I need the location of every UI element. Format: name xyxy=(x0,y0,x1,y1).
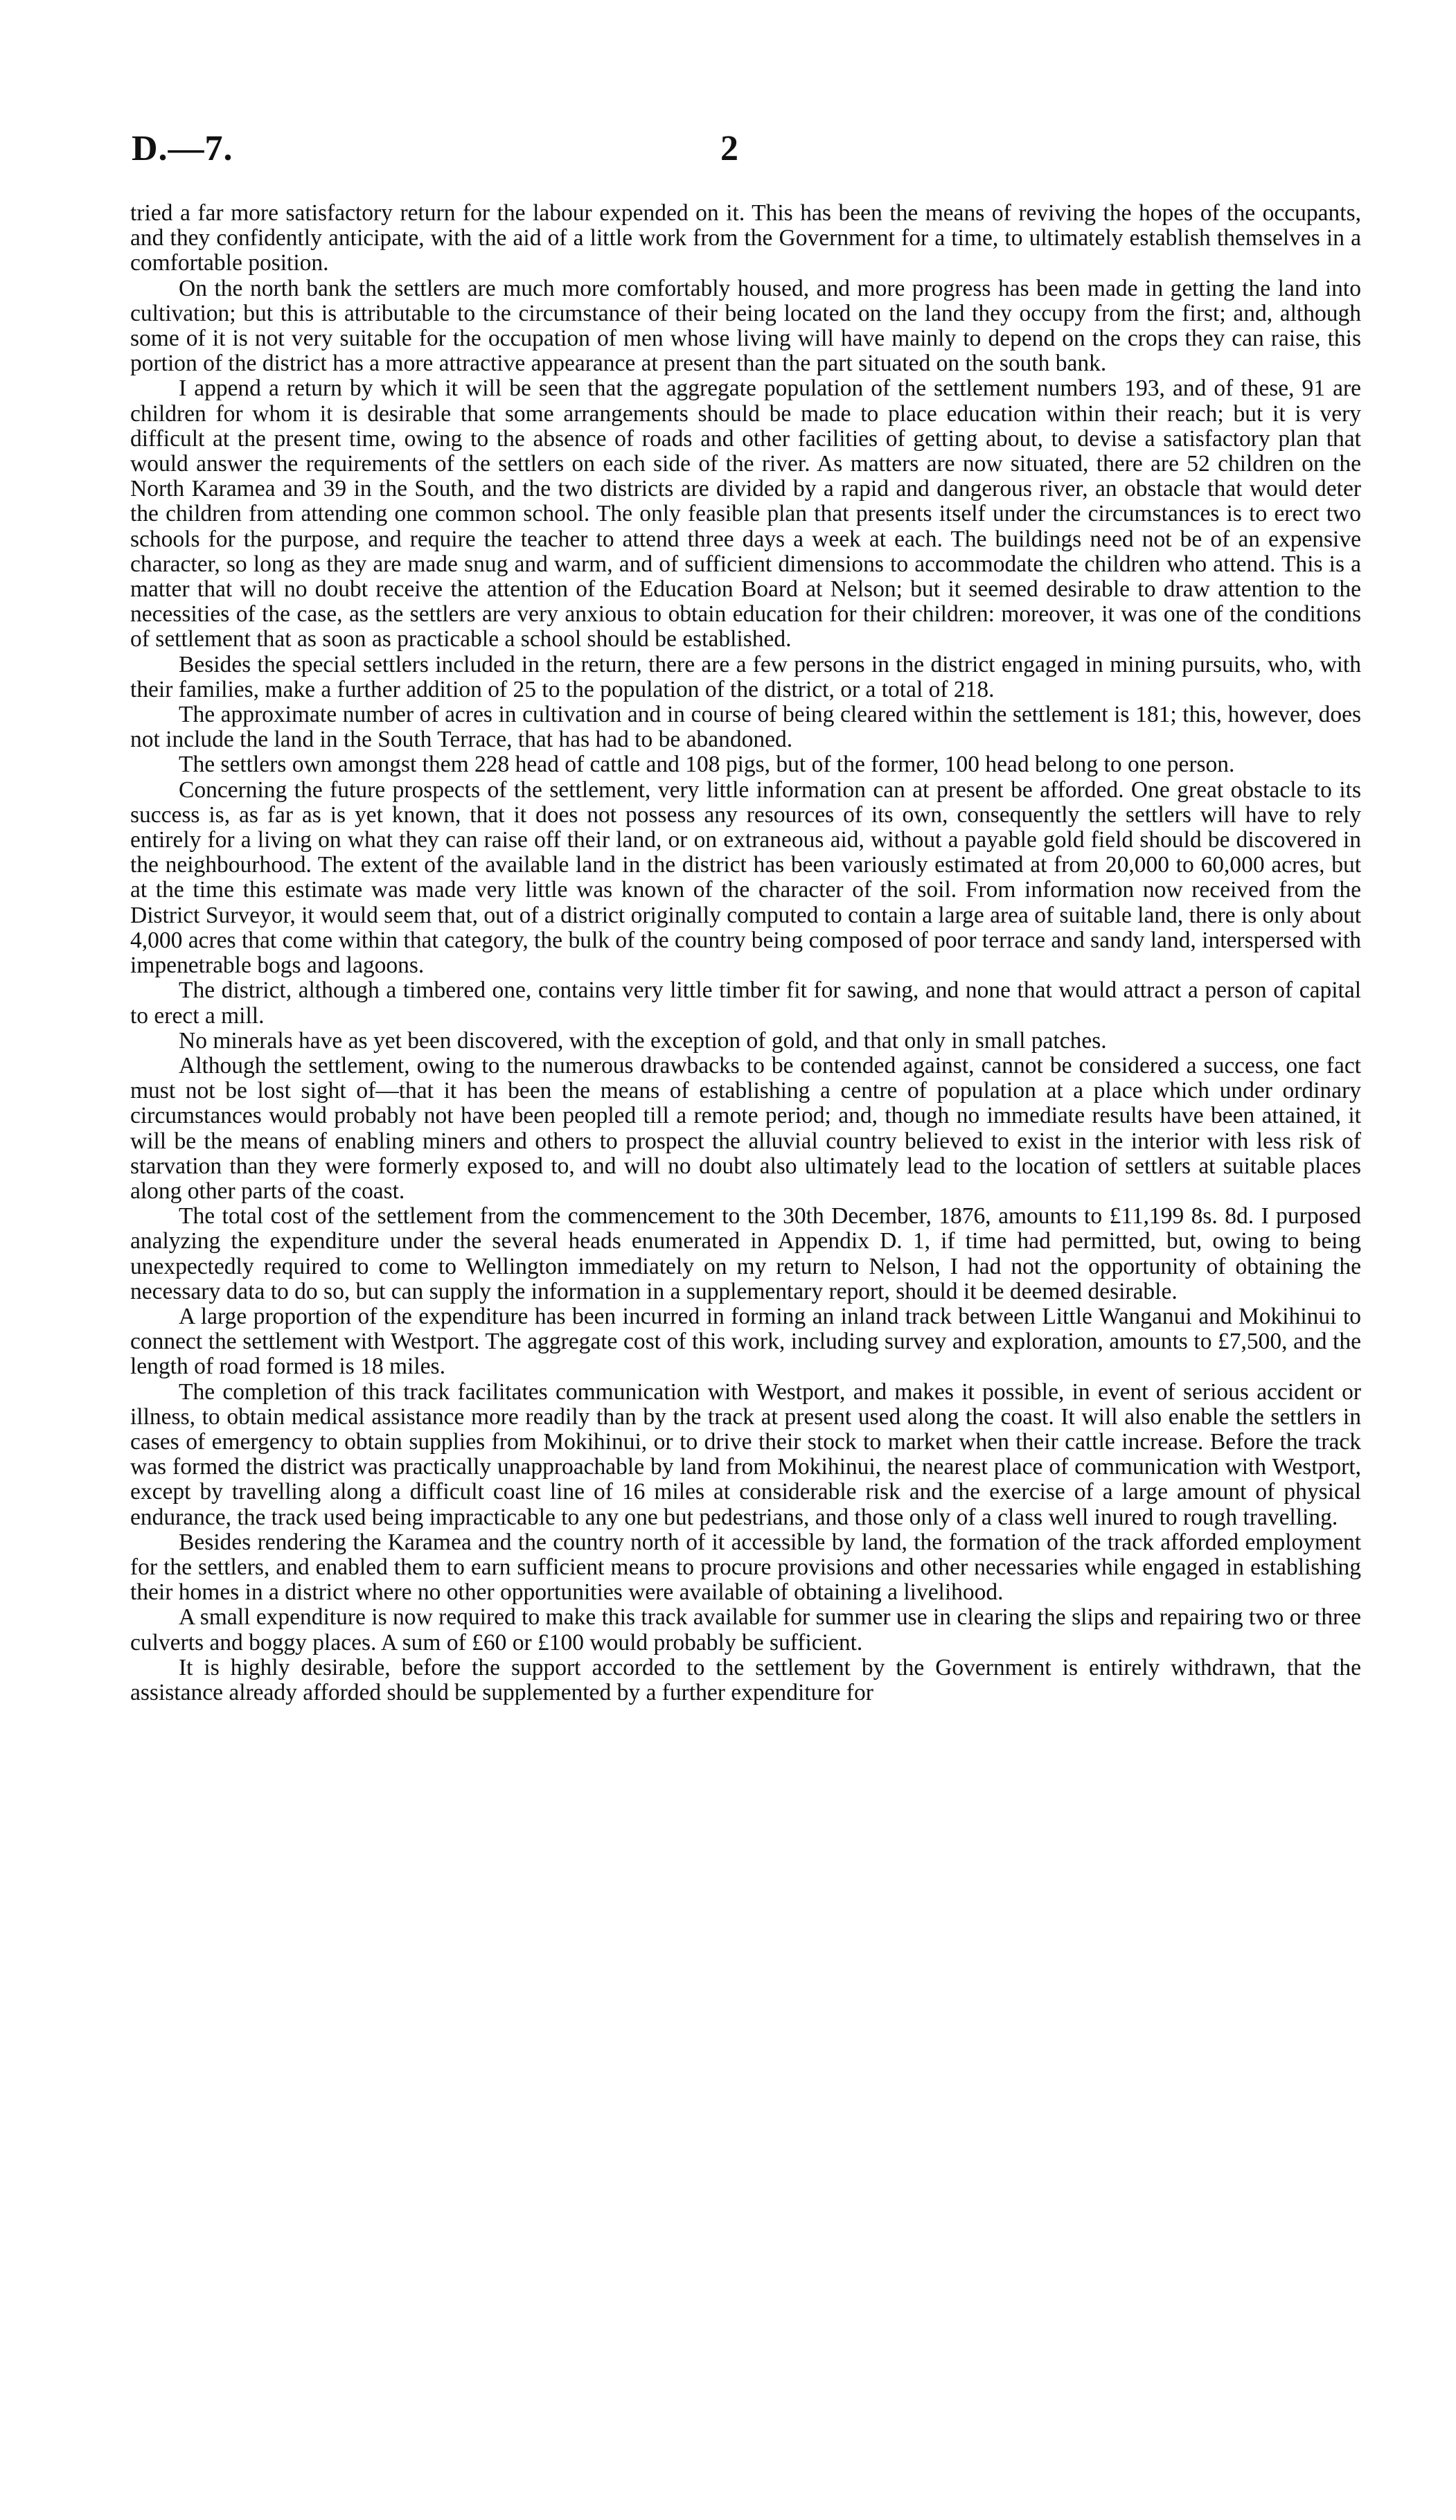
document-reference: D.—7. xyxy=(132,129,233,168)
paragraph: Concerning the future prospects of the settlement, very little information can at present be afforded. One great obstacle to its success is, as far as is yet known, that it does not possess any resources of its own, consequently the settlers will have to rely entirely for a living on what they can raise off their land, or on extraneous aid, without a payable gold field should be discovered in the neighbourhood. The extent of the available land in the district has been variously estimated at from 20,000 to 60,000 acres, but at the time this estimate was made very little was known of the character of the soil. From information now received from the District Surveyor, it would seem that, out of a district originally computed to contain a large area of suitable land, there is only about 4,000 acres that come within that category, the bulk of the country being composed of poor terrace and sandy land, interspersed with impenetrable bogs and lagoons. xyxy=(130,777,1361,979)
paragraph: No minerals have as yet been discovered, with the exception of gold, and that only in small patches. xyxy=(179,1027,1107,1054)
paragraph: Besides rendering the Karamea and the country north of it accessible by land, the formation of the track afforded employment for the settlers, and enabled them to earn sufficient means to procure provisions and other necessaries while engaged in establishing their homes in a district where no other opportunities were available of obtaining a livelihood. xyxy=(130,1529,1361,1606)
paragraph: The completion of this track facilitates communication with Westport, and makes it possible, in event of serious accident or illness, to obtain medical assistance more readily than by the track at present used along the coast. It will also enable the settlers in cases of emergency to obtain supplies from Mokihinui, or to drive their stock to market when their cattle increase. Before the track was formed the district was practically unapproachable by land from Mokihinui, the nearest place of communication with Westport, except by travelling along a difficult coast line of 16 miles at considerable risk and the exercise of a large amount of physical endurance, the track used being impracticable to any one but pedestrians, and those only of a class well inured to rough travelling. xyxy=(130,1378,1361,1530)
paragraph: The approximate number of acres in cultivation and in course of being cleared within the settlement is 181; this, however, does not include the land in the South Terrace, that has had to be abandoned. xyxy=(130,702,1361,753)
paragraph: tried a far more satisfactory return for the labour expended on it. This has been the means of reviving the hopes of the occupants, and they confidently anticipate, with the aid of a little work from the Government for a time, to ultimately establish themselves in a comfortable position. xyxy=(130,200,1361,276)
paragraph: It is highly desirable, before the support accorded to the settlement by the Government is entirely withdrawn, that the assistance already afforded should be supplemented by a further expenditure for xyxy=(130,1654,1361,1705)
paragraph: The total cost of the settlement from the commencement to the 30th December, 1876, amounts to £11,199 8s. 8d. I purposed analyzing the expenditure under the several heads enumerated in Appendix D. 1, if time had permitted, but, owing to being unexpectedly required to come to Wellington immediately on my return to Nelson, I had not the opportunity of obtaining the necessary data to do so, but can supply the information in a supplementary report, should it be deemed desirable. xyxy=(130,1203,1361,1304)
paragraph: I append a return by which it will be seen that the aggregate population of the settlement numbers 193, and of these, 91 are children for whom it is desirable that some arrangements should be made to place education within their reach; but it is very difficult at the present time, owing to the absence of roads and other facilities of getting about, to devise a satisfactory plan that would answer the requirements of the settlers on each side of the river. As matters are now situated, there are 52 children on the North Karamea and 39 in the South, and the two districts are divided by a rapid and dangerous river, an obstacle that would deter the children from attending one common school. The only feasible plan that presents itself under the circumstances is to erect two schools for the purpose, and require the teacher to attend three days a week at each. The buildings need not be of an expensive character, so long as they are made snug and warm, and of sufficient dimensions to accommodate the children who attend. This is a matter that will no doubt receive the attention of the Education Board at Nelson; but it seemed desirable to draw attention to the necessities of the case, as the settlers are very anxious to obtain education for their children: moreover, it was one of the conditions of settlement that as soon as practicable a school should be established. xyxy=(130,375,1361,653)
paragraph: A small expenditure is now required to make this track available for summer use in clearing the slips and repairing two or three culverts and boggy places. A sum of £60 or £100 would probably be sufficient. xyxy=(130,1604,1361,1656)
paragraph: Although the settlement, owing to the numerous drawbacks to be contended against, cannot be considered a success, one fact must not be lost sight of—that it has been the means of establishing a centre of population at a place which under ordinary circumstances would probably not have been peopled till a remote period; and, though no immediate results have been attained, it will be the means of enabling miners and others to prospect the alluvial country believed to exist in the interior with less risk of starvation than they were formerly exposed to, and will no doubt also ultimately lead to the location of settlers at suitable places along other parts of the coast. xyxy=(130,1052,1361,1204)
paragraph: A large proportion of the expenditure has been incurred in forming an inland track between Little Wanganui and Mokihinui to connect the settlement with Westport. The aggregate cost of this work, including survey and exploration, amounts to £7,500, and the length of road formed is 18 miles. xyxy=(130,1303,1361,1380)
paragraph: The settlers own amongst them 228 head of cattle and 108 pigs, but of the former, 100 head belong to one person. xyxy=(179,752,1235,778)
page-header xyxy=(132,128,1361,177)
paragraph: On the north bank the settlers are much more comfortably housed, and more progress has been made in getting the land into cultivation; but this is attributable to the circumstance of their being located on the land they occupy from the first; and, although some of it is not very suitable for the occupation of men whose living will have mainly to depend on the crops they can raise, this portion of the district has a more attractive appearance at present than the part situated on the south bank. xyxy=(130,275,1361,377)
page-number: 2 xyxy=(720,129,738,168)
body-text xyxy=(130,201,1361,1705)
paragraph: Besides the special settlers included in the return, there are a few persons in the district engaged in mining pursuits, who, with their families, make a further addition of 25 to the population of the district, or a total of 218. xyxy=(130,651,1361,702)
paragraph: The district, although a timbered one, contains very little timber fit for sawing, and none that would attract a person of capital to erect a mill. xyxy=(130,977,1361,1029)
